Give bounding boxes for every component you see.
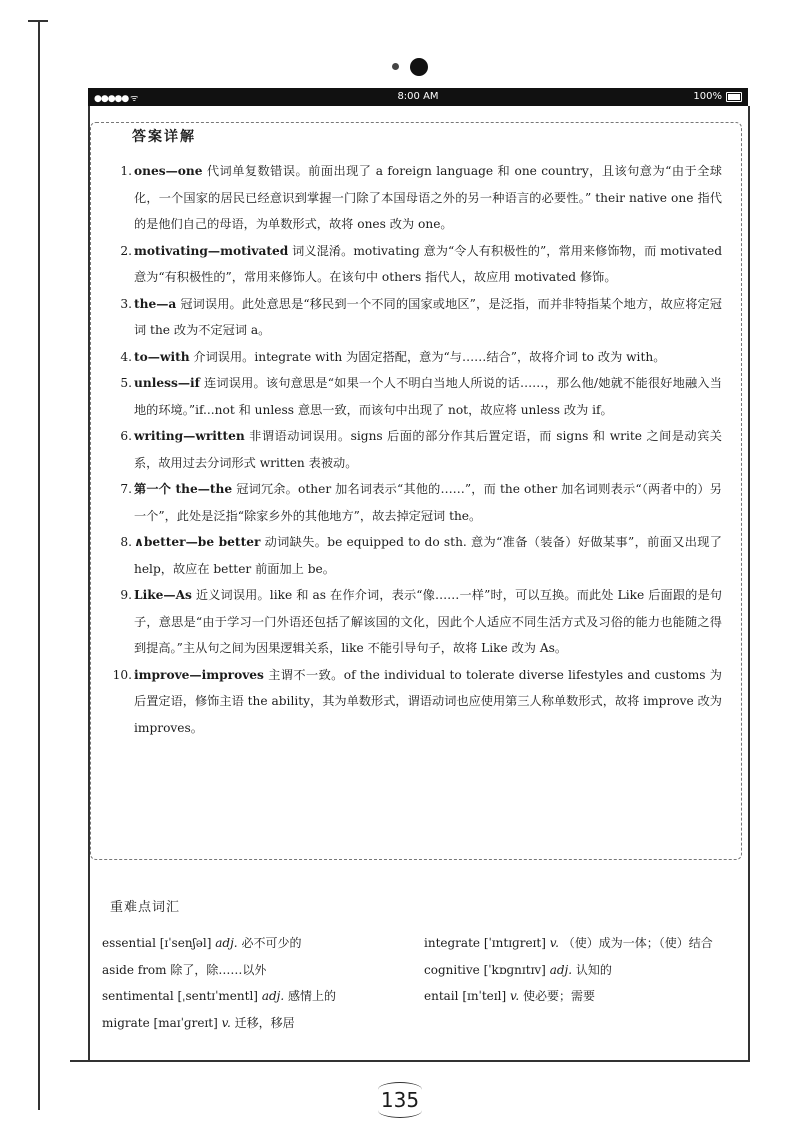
- sensor-dot: [392, 63, 399, 70]
- answer-item: [108, 344, 722, 371]
- margin-rule: [38, 20, 40, 1110]
- camera-dot: [410, 58, 428, 76]
- vocab-pos: v.: [509, 989, 520, 1003]
- vocab-entry: [424, 983, 734, 1010]
- vocab-meaning: 使必要；需要: [522, 989, 595, 1003]
- vocab-entry: [102, 1010, 402, 1037]
- answer-item: [108, 476, 722, 529]
- item-correction: ones—one: [134, 164, 203, 178]
- item-correction: writing—written: [134, 429, 245, 443]
- answer-item: [108, 423, 722, 476]
- vocab-entry: [102, 983, 402, 1010]
- answer-item: [108, 291, 722, 344]
- vocab-ipa: [ˈkɒɡnɪtɪv]: [483, 962, 546, 977]
- item-number: 5.: [120, 376, 132, 390]
- vocab-ipa: [ˈɪntɪɡreɪt]: [483, 936, 546, 950]
- vocabulary-left-column: [102, 930, 402, 1036]
- item-correction: motivating—motivated: [134, 243, 289, 258]
- vocab-word: integrate: [424, 936, 480, 950]
- item-correction: to—with: [134, 349, 190, 364]
- item-correction: the—a: [134, 296, 177, 311]
- vocab-entry: [102, 957, 402, 984]
- item-explanation: 冠词误用。此处意思是“移民到一个不同的国家或地区”，是泛指，而并非特指某个地方，故应将定冠词 the 改为不定冠词 a。: [134, 296, 722, 337]
- status-clock: 8:00 AM: [397, 91, 439, 102]
- answer-item: [108, 158, 722, 238]
- item-explanation: 代词单复数错误。前面出现了 a foreign language 和 one country，且该句意为“由于全球化，一个国家的居民已经意识到掌握一门除了本国母语之外的另一种语言的必要性。” their native one 指代的是他们自己的母语，为单数形式，故将 ones 改为 one。: [134, 164, 722, 231]
- vocab-word: migrate: [102, 1015, 150, 1030]
- item-number: 9.: [120, 588, 132, 602]
- vocab-pos: v.: [221, 1015, 231, 1030]
- vocab-meaning: 感情上的: [288, 989, 337, 1003]
- item-number: 4.: [120, 349, 132, 364]
- answer-item: [108, 238, 722, 291]
- vocab-meaning: 迁移，移居: [234, 1015, 295, 1030]
- item-explanation: 介词误用。integrate with 为固定搭配，意为“与……结合”，故将介词 to 改为 with。: [189, 349, 666, 364]
- item-number: 7.: [120, 482, 132, 496]
- answer-section-title: 答案详解: [132, 129, 196, 145]
- item-number: 2.: [120, 243, 132, 258]
- vocab-pos: adj.: [549, 962, 573, 977]
- vocabulary-title: 重难点词汇: [110, 900, 181, 915]
- vocab-entry: [424, 930, 734, 957]
- item-number: 1.: [120, 164, 132, 178]
- vocab-entry: [424, 957, 734, 984]
- vocab-word: aside from: [102, 962, 167, 977]
- item-number: 3.: [120, 296, 132, 311]
- signal-icon: ●●●●● ᯤ: [94, 94, 138, 104]
- vocab-ipa: [ˌsentɪˈmentl]: [177, 989, 258, 1003]
- answer-item: [108, 529, 722, 582]
- vocab-ipa: [ɪˈsenʃəl]: [159, 936, 212, 950]
- item-number: 8.: [120, 535, 132, 549]
- answer-item: [108, 662, 722, 742]
- frame-right-line: [748, 106, 750, 1061]
- item-correction: 第一个 the—the: [134, 482, 233, 496]
- item-number: 6.: [120, 429, 132, 443]
- vocab-pos: v.: [549, 936, 559, 950]
- vocab-ipa: [maɪˈɡreɪt]: [153, 1015, 218, 1030]
- vocab-pos: adj.: [261, 989, 285, 1003]
- vocab-ipa: [ɪnˈteɪl]: [462, 989, 507, 1003]
- page-number: 135: [372, 1080, 428, 1120]
- item-explanation: 主谓不一致。of the individual to tolerate diverse lifestyles and customs 为后置定语，修饰主语 the ability，其为单数形式，谓语动词也应使用第三人称单数形式，故将 improve 改为 improves。: [134, 667, 722, 735]
- item-explanation: 连词误用。该句意思是“如果一个人不明白当地人所说的话……，那么他/她就不能很好地融入当地的环境。”if...not 和 unless 意思一致，而该句中出现了 not，故应将 unless 改为 if。: [134, 376, 722, 417]
- item-explanation: 动词缺失。be equipped to do sth. 意为“准备（装备）好做某事”，前面又出现了 help，故应在 better 前面加上 be。: [134, 535, 722, 576]
- frame-bottom-line: [70, 1060, 750, 1062]
- item-number: 10.: [112, 667, 132, 682]
- vocab-entry: [102, 930, 402, 957]
- answer-item: [108, 582, 722, 662]
- status-bar: [88, 88, 748, 106]
- vocab-meaning: （使）成为一体；（使）结合: [562, 936, 713, 950]
- item-correction: ∧better—be better: [134, 535, 261, 549]
- item-explanation: 非谓语动词误用。signs 后面的部分作其后置定语，而 signs 和 write 之间是动宾关系，故用过去分词形式 written 表被动。: [134, 429, 722, 470]
- vocab-word: sentimental: [102, 989, 174, 1003]
- answer-list: [108, 158, 722, 741]
- battery-icon: [726, 92, 742, 102]
- item-correction: improve—improves: [134, 667, 264, 682]
- battery-percent: 100%: [693, 91, 722, 102]
- item-explanation: 冠词冗余。other 加名词表示“其他的……”，而 the other 加名词则表示“（两者中的）另一个”，此处是泛指“除家乡外的其他地方”，故去掉定冠词 the。: [134, 482, 722, 523]
- vocabulary-right-column: [424, 930, 734, 1010]
- item-explanation: 词义混淆。motivating 意为“令人有积极性的”，常用来修饰物，而 motivated 意为“有积极性的”，常用来修饰人。在该句中 others 指代人，故应用 motivated 修饰。: [134, 243, 722, 284]
- vocab-meaning: 必不可少的: [241, 936, 302, 950]
- item-correction: Like—As: [134, 588, 192, 602]
- item-explanation: 近义词误用。like 和 as 在作介词，表示“像……一样”时，可以互换。而此处 Like 后面跟的是句子，意思是“由于学习一门外语还包括了解该国的文化，因此个人适应不同生活方式及习俗的能力也能随之得到提高。”主从句之间为因果逻辑关系，like 不能引导句子，故将 Like 改为 As。: [134, 588, 722, 655]
- vocab-meaning: 除了，除……以外: [170, 962, 267, 977]
- item-correction: unless—if: [134, 376, 200, 390]
- vocab-pos: adj.: [215, 936, 238, 950]
- vocab-word: essential: [102, 936, 156, 950]
- vocab-word: entail: [424, 989, 459, 1003]
- answer-item: [108, 370, 722, 423]
- vocab-word: cognitive: [424, 962, 480, 977]
- vocab-meaning: 认知的: [575, 962, 612, 977]
